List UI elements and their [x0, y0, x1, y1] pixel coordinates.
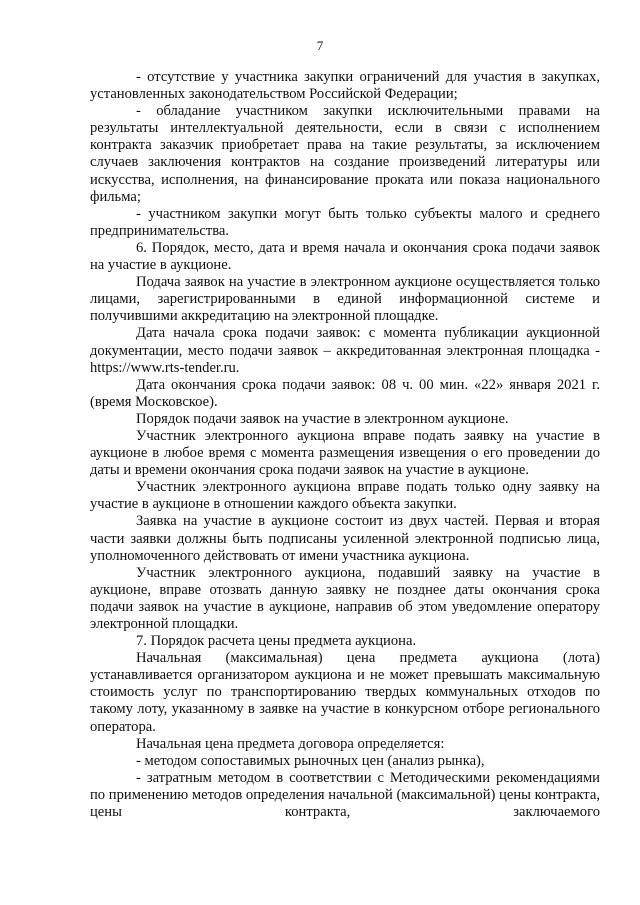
paragraph-procedure-heading: Порядок подачи заявок на участие в электронном аукционе. — [136, 410, 509, 427]
paragraph-end-date: Дата окончания срока подачи заявок: 08 ч. 00 мин. «22» января 2021 г. (время Московское). — [90, 376, 600, 410]
paragraph-exclusive-rights: - обладание участником закупки исключительными правами на результаты интеллектуальной деятельности, если в связи с исполнением контракта заказчик приобретает права на такие результаты, за исключением случаев заключения контрактов на создание произведений литературы или искусства, исполнения, на финансирование проката или показа национального фильма; — [90, 103, 600, 205]
paragraph-application-submission: Подача заявок на участие в электронном аукционе осуществляется только лицами, зарегистрированными в единой информационной системе и получившими аккредитацию на электронной площадке. — [90, 274, 600, 325]
paragraph-withdrawal: Участник электронного аукциона, подавший заявку на участие в аукционе, вправе отозвать данную заявку не позднее даты окончания срока подачи заявок на участие в аукционе, направив об этом уведомление оператору электронной площадки. — [90, 564, 600, 632]
paragraph-start-date: Дата начала срока подачи заявок: с момента публикации аукционной документации, место подачи заявок – аккредитованная электронная площадка - https://www.rts-tender.ru. — [90, 325, 600, 376]
paragraph-small-business: - участником закупки могут быть только субъекты малого и среднего предпринимательства. — [90, 205, 600, 239]
document-body — [90, 69, 600, 821]
list-item-cost-method: - затратным методом в соответствии с Методическими рекомендациями по применению методов определения начальной (максимальной) цены контракта, цены контракта, заключаемого — [90, 769, 600, 821]
paragraph-price-determination: Начальная цена предмета договора определяется: — [136, 735, 445, 752]
page-number: 7 — [316, 38, 324, 53]
paragraph-submission-time: Участник электронного аукциона вправе подать заявку на участие в аукционе в любое время с момента размещения извещения о его проведении до даты и времени окончания срока подачи заявок на участие в аукционе. — [90, 427, 600, 479]
paragraph-initial-price: Начальная (максимальная) цена предмета аукциона (лота) устанавливается организатором аукциона и не может превышать максимальную стоимость услуг по транспортированию твердых коммунальных отходов по такому лоту, указанному в заявке на участие в конкурсном отборе регионального оператора. — [90, 650, 600, 735]
section-7-heading: 7. Порядок расчета цены предмета аукциона. — [136, 633, 417, 650]
list-item-market-analysis: - методом сопоставимых рыночных цен (анализ рынка), — [136, 752, 485, 769]
paragraph-single-application: Участник электронного аукциона вправе подать только одну заявку на участие в аукционе в отношении каждого объекта закупки. — [90, 479, 600, 513]
section-6-heading: 6. Порядок, место, дата и время начала и окончания срока подачи заявок на участие в аукционе. — [90, 239, 600, 274]
paragraph-restriction-absence: - отсутствие у участника закупки ограничений для участия в закупках, установленных законодательством Российской Федерации; — [90, 69, 600, 103]
paragraph-application-parts: Заявка на участие в аукционе состоит из двух частей. Первая и вторая части заявки должны быть подписаны усиленной электронной подписью лица, уполномоченного действовать от имени участника аукциона. — [90, 513, 600, 564]
